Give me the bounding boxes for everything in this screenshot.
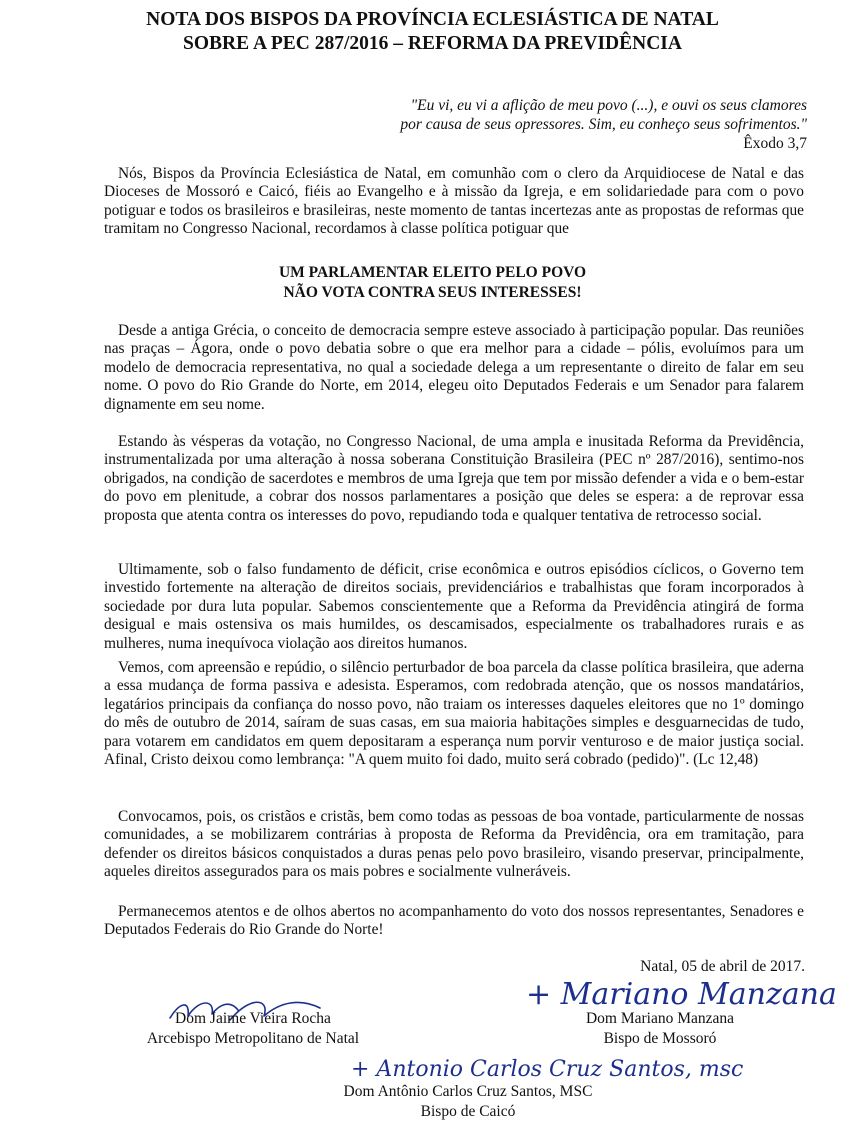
epigraph-line-1: "Eu vi, eu vi a aflição de meu povo (...), e ouvi os seus clamores bbox=[410, 97, 807, 114]
signatory-name: Dom Antônio Carlos Cruz Santos, MSC bbox=[343, 1083, 593, 1100]
signatory-role: Arcebispo Metropolitano de Natal bbox=[146, 1030, 360, 1047]
signature-mariano-text: + Mariano Manzana bbox=[526, 977, 837, 1012]
document-date: Natal, 05 de abril de 2017. bbox=[640, 958, 805, 975]
paragraph-5 bbox=[104, 808, 804, 882]
signatory-name: Dom Jaime Vieira Rocha bbox=[175, 1010, 331, 1027]
paragraph-3 bbox=[104, 561, 804, 653]
intro-text: Nós, Bispos da Província Eclesiástica de Natal, em comunhão com o clero da Arquidiocese de Natal e das Dioceses de Mossoró e Caicó, fiéis ao Evangelho e à missão da Igreja, e em solidariedade para com o povo potiguar e todos os brasileiros e brasileiras, neste momento de tantas incertezas ante as propostas de reformas que tramitam no Congresso Nacional, recordamos à classe política potiguar que bbox=[104, 165, 804, 238]
paragraph-text: Desde a antiga Grécia, o conceito de democracia sempre esteve associado à participação popular. Das reuniões nas praças – Ágora, onde o povo debatia sobre o que era melhor para a cidade – pólis, evoluímos para um modelo de democracia representativa, no qual a sociedade delega a um representante o direito de falar em seu nome. O povo do Rio Grande do Norte, em 2014, elegeu oito Deputados Federais e um Senador para falarem dignamente em seu nome. bbox=[104, 322, 804, 413]
signatory-name: Dom Mariano Manzana bbox=[585, 1010, 735, 1027]
signature-antonio-text: + Antonio Carlos Cruz Santos, msc bbox=[351, 1057, 744, 1082]
title-line-2: SOBRE A PEC 287/2016 – REFORMA DA PREVIDÊNCIA bbox=[183, 33, 682, 54]
section-heading bbox=[0, 263, 865, 303]
paragraph-text: Ultimamente, sob o falso fundamento de déficit, crise econômica e outros episódios cíclicos, o Governo tem investido fortemente na alteração de direitos sociais, previdenciários e trabalhistas que foram incorporados à sociedade por dura luta popular. Sabemos conscientemente que a Reforma da Previdência atingirá de forma desigual e mais ostensiva os mais humildes, os descamisados, especialmente os trabalhadores rurais e as mulheres, numa inequívoca violação aos direitos humanos. bbox=[104, 561, 804, 652]
signatory-role: Bispo de Mossoró bbox=[603, 1030, 717, 1047]
signatory-mariano bbox=[560, 1009, 760, 1049]
signatory-role: Bispo de Caicó bbox=[420, 1103, 516, 1120]
epigraph-line-2: por causa de seus opressores. Sim, eu conheço seus sofrimentos." bbox=[400, 116, 807, 133]
signatory-antonio bbox=[318, 1082, 618, 1122]
paragraph-6 bbox=[104, 903, 804, 940]
document-title bbox=[0, 8, 865, 56]
paragraph-text: Estando às vésperas da votação, no Congresso Nacional, de uma ampla e inusitada Reforma da Previdência, instrumentalizada por uma alteração à nossa soberana Constituição Brasileira (PEC nº 287/2016), sentimo-nos obrigados, na condição de sacerdotes e membros de uma Igreja que tem por missão defender a vida e o bem-estar do povo em plenitude, a cobrar dos nossos parlamentares a posição que deles se espera: a de reprovar essa proposta que atenta contra os interesses do povo, repudiando toda e qualquer tentativa de retrocesso social. bbox=[104, 433, 804, 524]
paragraph-text: Convocamos, pois, os cristãos e cristãs, bem como todas as pessoas de boa vontade, particularmente de nossas comunidades, a se mobilizarem contrárias à proposta de Reforma da Previdência, ora em tramitação, para defender os direitos básicos conquistados a duras penas pelo povo brasileiro, visando preservar, principalmente, aqueles direitos assegurados para os mais pobres e socialmente vulneráveis. bbox=[104, 808, 804, 881]
paragraph-text: Vemos, com apreensão e repúdio, o silêncio perturbador de boa parcela da classe política brasileira, que aderna a essa mudança de forma passiva e adesista. Esperamos, com redobrada atenção, que os nossos mandatários, legatários principais da confiança do nosso povo, não traiam os interesses daqueles eleitores que no 1º domingo do mês de outubro de 2014, saíram de suas casas, em sua maioria habitações simples e desguarnecidas de tudo, para votarem em candidatos em quem depositaram a esperança num porvir venturoso e de maior justiça social. Afinal, Cristo deixou como lembrança: "A quem muito foi dado, muito será cobrado (pedido)". (Lc 12,48) bbox=[104, 659, 804, 769]
heading-line-2: NÃO VOTA CONTRA SEUS INTERESSES! bbox=[283, 284, 582, 301]
paragraph-text: Permanecemos atentos e de olhos abertos no acompanhamento do voto dos nossos representantes, Senadores e Deputados Federais do Rio Grande do Norte! bbox=[104, 903, 804, 939]
paragraph-2 bbox=[104, 433, 804, 525]
signatory-jaime bbox=[138, 1009, 368, 1049]
paragraph-1 bbox=[104, 322, 804, 414]
title-line-1: NOTA DOS BISPOS DA PROVÍNCIA ECLESIÁSTICA DE NATAL bbox=[146, 9, 719, 30]
epigraph-source: Êxodo 3,7 bbox=[743, 135, 807, 152]
epigraph bbox=[400, 96, 807, 153]
paragraph-4 bbox=[104, 659, 804, 769]
heading-line-1: UM PARLAMENTAR ELEITO PELO POVO bbox=[278, 264, 587, 281]
intro-paragraph bbox=[104, 165, 804, 239]
signature-antonio-scribble bbox=[345, 1046, 744, 1086]
